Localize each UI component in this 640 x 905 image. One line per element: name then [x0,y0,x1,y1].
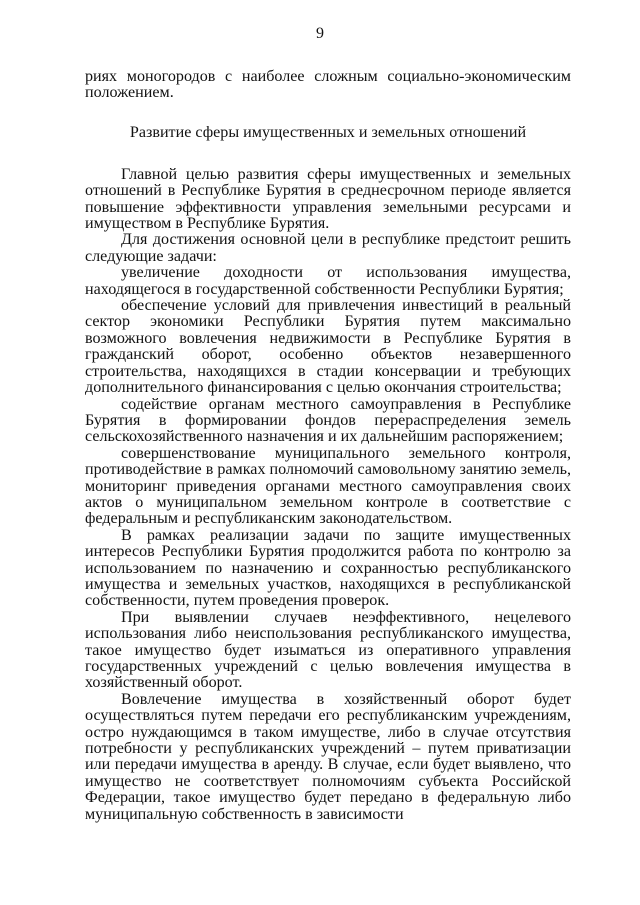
continuation-paragraph: риях моногородов с наиболее сложным социально-экономическим положением. [85,68,571,102]
section-heading: Развитие сферы имущественных и земельных отношений [129,123,527,141]
page-number: 9 [316,25,324,42]
task-item-land-funds: содействие органам местного самоуправления в Республике Бурятия в формировании фондов перераспределения земель сельскохозяйственного назначения и их дальнейшим распоряжением; [85,395,571,446]
document-body [85,69,571,823]
paragraph-property-protection: В рамках реализации задачи по защите имущественных интересов Республики Бурятия продолжится работа по контролю за использованием по назначению и сохранностью республиканского имущества и земельных участков, находящихся в республиканской собственности, путем проведения проверок. [85,526,571,610]
paragraph-economic-turnover: Вовлечение имущества в хозяйственный оборот будет осуществляться путем передачи его республиканским учреждениям, остро нуждающимся в таком имуществе, либо в случае отсутствия потребности у республиканских учреждений – путем приватизации или передачи имущества в аренду. В случае, если будет выявлено, что имущество не соответствует полномочиям субъекта Российской Федерации, такое имущество будет передано в федеральную либо муниципальную собственность в зависимости [85,690,571,823]
task-item-investment: обеспечение условий для привлечения инвестиций в реальный сектор экономики Республики Бурятия путем максимально возможного вовлечения недвижимости в Республике Бурятия в гражданский оборот, особенно объектов незавершенного строительства, находящихся в стадии консервации и требующих дополнительного финансирования с целью окончания строительства; [85,297,571,397]
paragraph-goal: Главной целью развития сферы имущественных и земельных отношений в Республике Бурятия в среднесрочном периоде является повышение эффективности управления земельными ресурсами и имуществом в Республике Бурятия. [85,165,571,233]
paragraph-inefficient-use: При выявлении случаев неэффективного, нецелевого использования либо неиспользования республиканского имущества, такое имущество будет изыматься из оперативного управления государственных учреждений с целью вовлечения имущества в хозяйственный оборот. [85,608,571,692]
paragraph-tasks-intro: Для достижения основной цели в республике предстоит решить следующие задачи: [85,231,571,265]
task-item-land-control: совершенствование муниципального земельного контроля, противодействие в рамках полномочий самовольному занятию земель, мониторинг приведения органами местного самоуправления своих актов о муниципальном земельном контроле в соответствие с федеральным и республиканским законодательством. [85,444,571,528]
task-item-income: увеличение доходности от использования имущества, находящегося в государственной собственности Республики Бурятия; [85,264,571,298]
